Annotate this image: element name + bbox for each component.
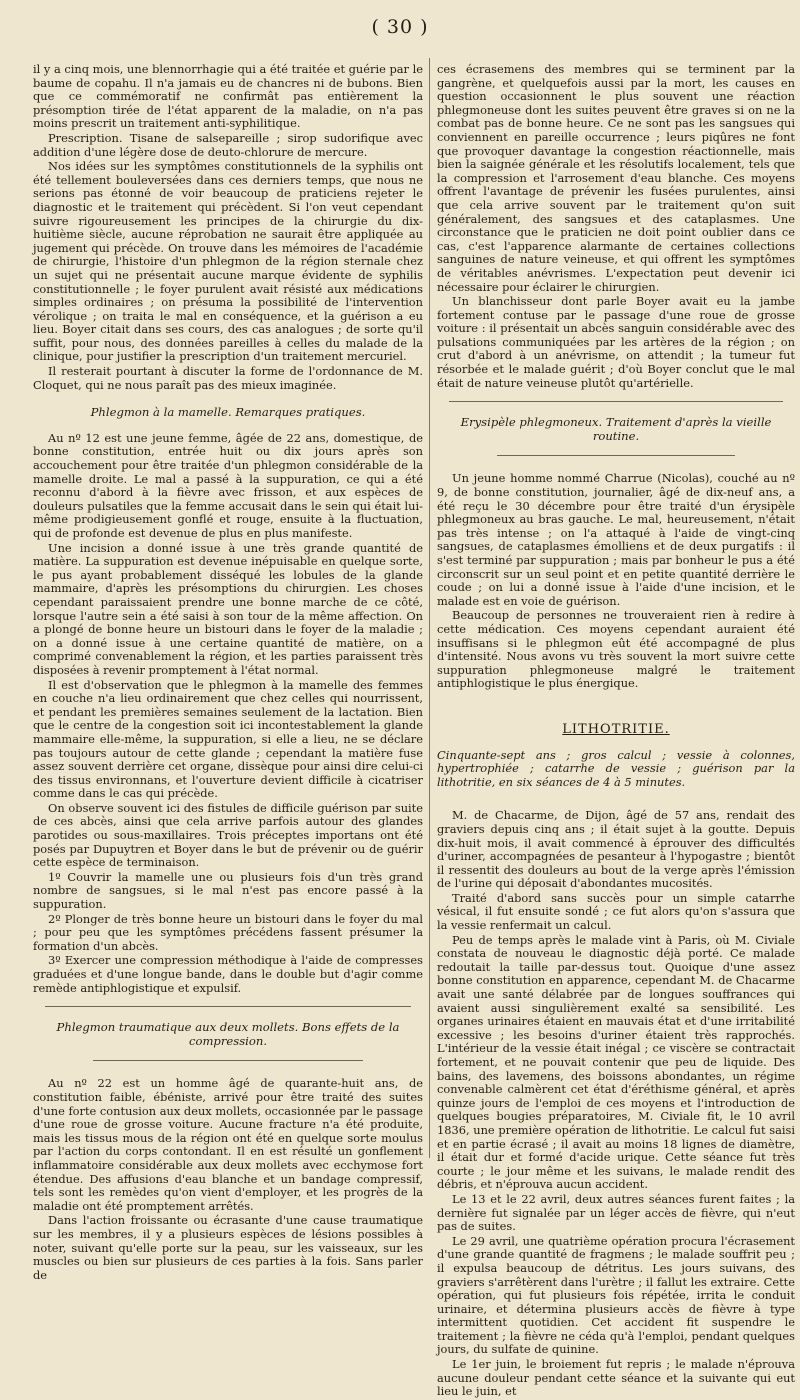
left-column	[33, 63, 423, 1283]
section-title-phlegmon-mamelle: Phlegmon à la mamelle. Remarques pratiques.	[90, 405, 366, 420]
paragraph: Beaucoup de personnes ne trouveraient rien à redire à cette médication. Ces moyens cependant auraient été insuffisans si le phlegmon eût été accompagné de plus d'intensité. Nous avons vu très souvent la mort suivre cette suppuration phlegmoneuse malgré le traitement antiphlogistique le plus énergique.	[437, 608, 795, 691]
paragraph: Peu de temps après le malade vint à Paris, où M. Civiale constata de nouveau le diagnostic déjà porté. Ce malade redoutait la taille par-dessus tout. Quoique d'une assez bonne constitution en apparence, cependant M. de Chacarme avait une santé délabrée par de longues souffrances qui avaient aussi singulièrement exalté sa sensibilité. Les organes urinaires étaient en mauvais état et d'une irritabilité excessive ; les besoins d'uriner étaient très rapprochés. L'intérieur de la vessie était inégal ; ce viscère se contractait fortement, et ne pouvait contenir que peu de liquide. Des bains, des lavemens, des boissons abondantes, un régime convenable calmèrent cet état d'éréthisme général, et après quinze jours de l'emploi de ces moyens et l'introduction de quelques bougies préparatoires, M. Civiale fit, le 10 avril 1836, une première opération de lithotritie. Le calcul fut saisi et en partie écrasé ; il avait au moins 18 lignes de diamètre, il était dur et formé d'acide urique. Cette séance fut très courte ; le jour même et les suivans, le malade rendit des débris, et n'éprouva aucun accident.	[437, 932, 795, 1192]
paragraph: Au nº 22 est un homme âgé de quarante-huit ans, de constitution faible, ébéniste, arrivé pour être traité des suites d'une forte contusion aux deux mollets, occasionnée par le passage d'une roue de grosse voiture. Aucune fracture n'a été produite, mais les tissus mous de la région ont été en quelque sorte moulus par l'action du corps contondant. Il en est résulté un gonflement inflammatoire considérable aux deux mollets avec ecchymose fort étendue. Des affusions d'eau blanche et un bandage compressif, tels sont les remèdes qu'on vient d'employer, et les progrès de la maladie ont été promptement arrêtés.	[33, 1076, 423, 1213]
paragraph: Une incision a donné issue à une très grande quantité de matière. La suppuration est devenue inépuisable en quelque sorte, le pus ayant probablement disséqué les lobules de la glande mammaire, d'après les présomptions du chirurgien. Les choses cependant paraissaient prendre une bonne marche de ce côté, lorsque l'autre sein a été saisi à son tour de la même affection. On a plongé de bonne heure un bistouri dans le foyer de la maladie ; on a donné issue à une certaine quantité de matière, on a comprimé convenablement la région, et les parties paraissent très disposées à revenir promptement à l'état normal.	[33, 540, 423, 677]
paragraph: Nos idées sur les symptômes constitutionnels de la syphilis ont été tellement bouleversées dans ces derniers temps, que nous ne serions pas étonné de voir beaucoup de praticiens rejeter le diagnostic et le traitement qui précèdent. Si l'on veut cependant suivre rigoureusement les principes de la chirurgie du dix-huitième siècle, aucune réprobation ne saurait être appliquée au jugement qui précède. On trouve dans les mémoires de l'académie de chirurgie, l'histoire d'un phlegmon de la région sternale chez un sujet qui ne présentait aucune marque évidente de syphilis constitutionnelle ; le foyer purulent avait résisté aux médications simples ordinaires ; on présuma la possibilité de l'intervention vérolique ; on traita le mal en conséquence, et la guérison a eu lieu. Boyer citait dans ses cours, des cas analogues ; de sorte qu'il suffit, pour nous, des données pareilles à celles du malade de la clinique, pour justifier la prescription d'un traitement mercuriel.	[33, 159, 423, 364]
section-rule-short	[93, 1060, 363, 1061]
paragraph: Le 13 et le 22 avril, deux autres séances furent faites ; la dernière fut signalée par un léger accès de fièvre, qui n'eut pas de suites.	[437, 1191, 795, 1234]
paragraph: Il resterait pourtant à discuter la forme de l'ordonnance de M. Cloquet, qui ne nous paraît pas des mieux imaginée.	[33, 364, 423, 392]
section-title-phlegmon-traumatique: Phlegmon traumatique aux deux mollets. Bons effets de la compression.	[56, 1020, 400, 1048]
right-paragraphs-a	[437, 63, 795, 390]
paragraph: Le 29 avril, une quatrième opération procura l'écrasement d'une grande quantité de fragmens ; le malade souffrit peu ; il expulsa beaucoup de détritus. Les jours suivans, des graviers s'arrêtèrent dans l'urètre ; il fallut les extraire. Cette opération, qui fut plusieurs fois répétée, irrita le conduit urinaire, et détermina plusieurs accès de fièvre à type intermittent quotidien. Cet accident fit suspendre le traitement ; la fièvre ne céda qu'à l'emploi, pendant quelques jours, du sulfate de quinine.	[437, 1233, 795, 1357]
column-divider	[429, 58, 430, 1158]
page-number: ( 30 )	[371, 16, 429, 38]
left-paragraphs-a	[33, 63, 423, 392]
left-paragraphs-b	[33, 432, 423, 995]
paragraph: Un blanchisseur dont parle Boyer avait eu la jambe fortement contuse par le passage d'une roue de grosse voiture : il présentait un abcès sanguin considérable avec des pulsations communiquées par les artères de la région ; on crut d'abord à un anévrisme, on attendit ; la tumeur fut résorbée et le malade guérit ; d'où Boyer conclut que le mal était de nature veineuse plutôt qu'artérielle.	[437, 294, 795, 390]
paragraph: Il est d'observation que le phlegmon à la mamelle des femmes en couche n'a lieu ordinairement que chez celles qui nourrissent, et pendant les premières semaines seulement de la lactation. Bien que le centre de la congestion soit ici incontestablement la glande mammaire elle-même, la suppuration, si elle a lieu, ne se déclare pas toujours autour de cette glande ; cependant la matière fuse assez souvent derrière cet organe, dissèque pour ainsi dire celui-ci des tissus environnans, et l'ouverture devient difficile à cicatriser comme dans le cas qui précède.	[33, 677, 423, 801]
paragraph: Traité d'abord sans succès pour un simple catarrhe vésical, il fut ensuite sondé ; ce fut alors qu'on s'assura que la vessie renfermait un calcul.	[437, 890, 795, 933]
right-paragraphs-c	[437, 809, 795, 1399]
article-subtitle: Cinquante-sept ans ; gros calcul ; vessie à colonnes, hypertrophiée ; catarrhe de vessie ; guérison par la lithotritie, en six séances de 4 à 5 minutes.	[437, 747, 795, 789]
section-rule	[449, 401, 783, 402]
paragraph: Au nº 12 est une jeune femme, âgée de 22 ans, domestique, de bonne constitution, entrée huit ou dix jours après son accouchement pour être traitée d'un phlegmon considérable de la mamelle droite. Le mal a passé à la suppuration, ce qui a été reconnu d'abord à la fièvre avec frisson, et aux espèces de douleurs pulsatiles que la femme accusait dans le sein qui était lui-même prodigieusement gonflé et rouge, ensuite à la fluctuation, qui de profonde est devenue de plus en plus manifeste.	[33, 430, 423, 540]
right-column	[437, 63, 795, 1400]
section-rule-short	[497, 455, 735, 456]
section-rule	[45, 1006, 411, 1007]
paragraph: Prescription. Tisane de salsepareille ; sirop sudorifique avec addition d'une légère dose de deuto-chlorure de mercure.	[33, 130, 423, 159]
paragraph: il y a cinq mois, une blennorrhagie qui a été traitée et guérie par le baume de copahu. Il n'a jamais eu de chancres ni de bubons. Bien que ce commémoratif ne confirmât pas entièrement la présomption tirée de l'état apparent de la maladie, on n'a pas moins prescrit un traitement anti-syphilitique.	[33, 62, 423, 131]
paragraph: Dans l'action froissante ou écrasante d'une cause traumatique sur les membres, il y a plusieurs espèces de lésions possibles à noter, suivant qu'elle porte sur la peau, sur les vaisseaux, sur les muscles ou bien sur plusieurs de ces parties à la fois. Sans parler de	[33, 1213, 423, 1282]
paragraph: Un jeune homme nommé Charrue (Nicolas), couché au nº 9, de bonne constitution, journalier, âgé de dix-neuf ans, a été reçu le 30 décembre pour être traité d'un érysipèle phlegmoneux au bras gauche. Le mal, heureusement, n'était pas très intense ; on l'a attaqué à l'aide de vingt-cinq sangsues, de cataplasmes émolliens et de deux purgatifs : il s'est terminé par suppuration ; mais par bonheur le pus a été circonscrit sur un seul point et en petite quantité derrière le coude ; on lui a donné issue à l'aide d'une incision, et le malade est en voie de guérison.	[437, 471, 795, 608]
paragraph: Le 1er juin, le broiement fut repris ; le malade n'éprouva aucune douleur pendant cette séance et la suivante qui eut lieu le juin, et	[437, 1357, 795, 1399]
paragraph: On observe souvent ici des fistules de difficile guérison par suite de ces abcès, ainsi que cela arrive parfois autour des glandes parotides ou sous-maxillaires. Trois préceptes importans ont été posés par Dupuytren et Boyer dans le but de prévenir ou de guérir cette espèce de terminaison.	[33, 800, 423, 870]
section-title-erysipele: Erysipèle phlegmoneux. Traitement d'après la vieille routine.	[460, 415, 772, 443]
paragraph: M. de Chacarme, de Dijon, âgé de 57 ans, rendait des graviers depuis cinq ans ; il était sujet à la goutte. Depuis dix-huit mois, il avait commencé à éprouver des difficultés d'uriner, accompagnées de pesanteur à l'hypogastre ; bientôt il ressentit des douleurs au bout de la verge après l'émission de l'urine qui déposait d'abondantes mucosités.	[437, 808, 795, 891]
article-title-lithotritie: LITHOTRITIE.	[562, 721, 670, 737]
right-paragraphs-b	[437, 472, 795, 691]
paragraph: 3º Exercer une compression méthodique à l'aide de compresses graduées et d'une longue bande, dans le double but d'agir comme remède antiphlogistique et expulsif.	[33, 953, 423, 995]
paragraph: ces écrasemens des membres qui se terminent par la gangrène, et quelquefois aussi par la mort, les causes en question occasionnent le plus souvent une réaction phlegmoneuse dont les suites peuvent être graves si on ne la combat pas de bonne heure. Ce ne sont pas les sangsues qui conviennent en pareille occurrence ; leurs piqûres ne font que provoquer davantage la congestion réactionnelle, mais bien la saignée générale et les résolutifs localement, tels que la compression et l'arrosement d'eau blanche. Ces moyens offrent l'avantage de prévenir les fusées purulentes, ainsi que cela arrive souvent par le traitement qu'on suit généralement, des sangsues et des cataplasmes. Une circonstance que le praticien ne doit point oublier dans ce cas, c'est l'apparence alarmante de certaines collections sanguines de nature veineuse, et qui offrent les symptômes de véritables anévrismes. L'expectation peut devenir ici nécessaire pour éclairer le chirurgien.	[437, 62, 795, 294]
left-paragraphs-c	[33, 1077, 423, 1282]
paragraph: 1º Couvrir la mamelle une ou plusieurs fois d'un très grand nombre de sangsues, si le mal n'est pas encore passé à la suppuration.	[33, 869, 423, 912]
paragraph: 2º Plonger de très bonne heure un bistouri dans le foyer du mal ; pour peu que les symptômes précédens fassent présumer la formation d'un abcès.	[33, 911, 423, 953]
